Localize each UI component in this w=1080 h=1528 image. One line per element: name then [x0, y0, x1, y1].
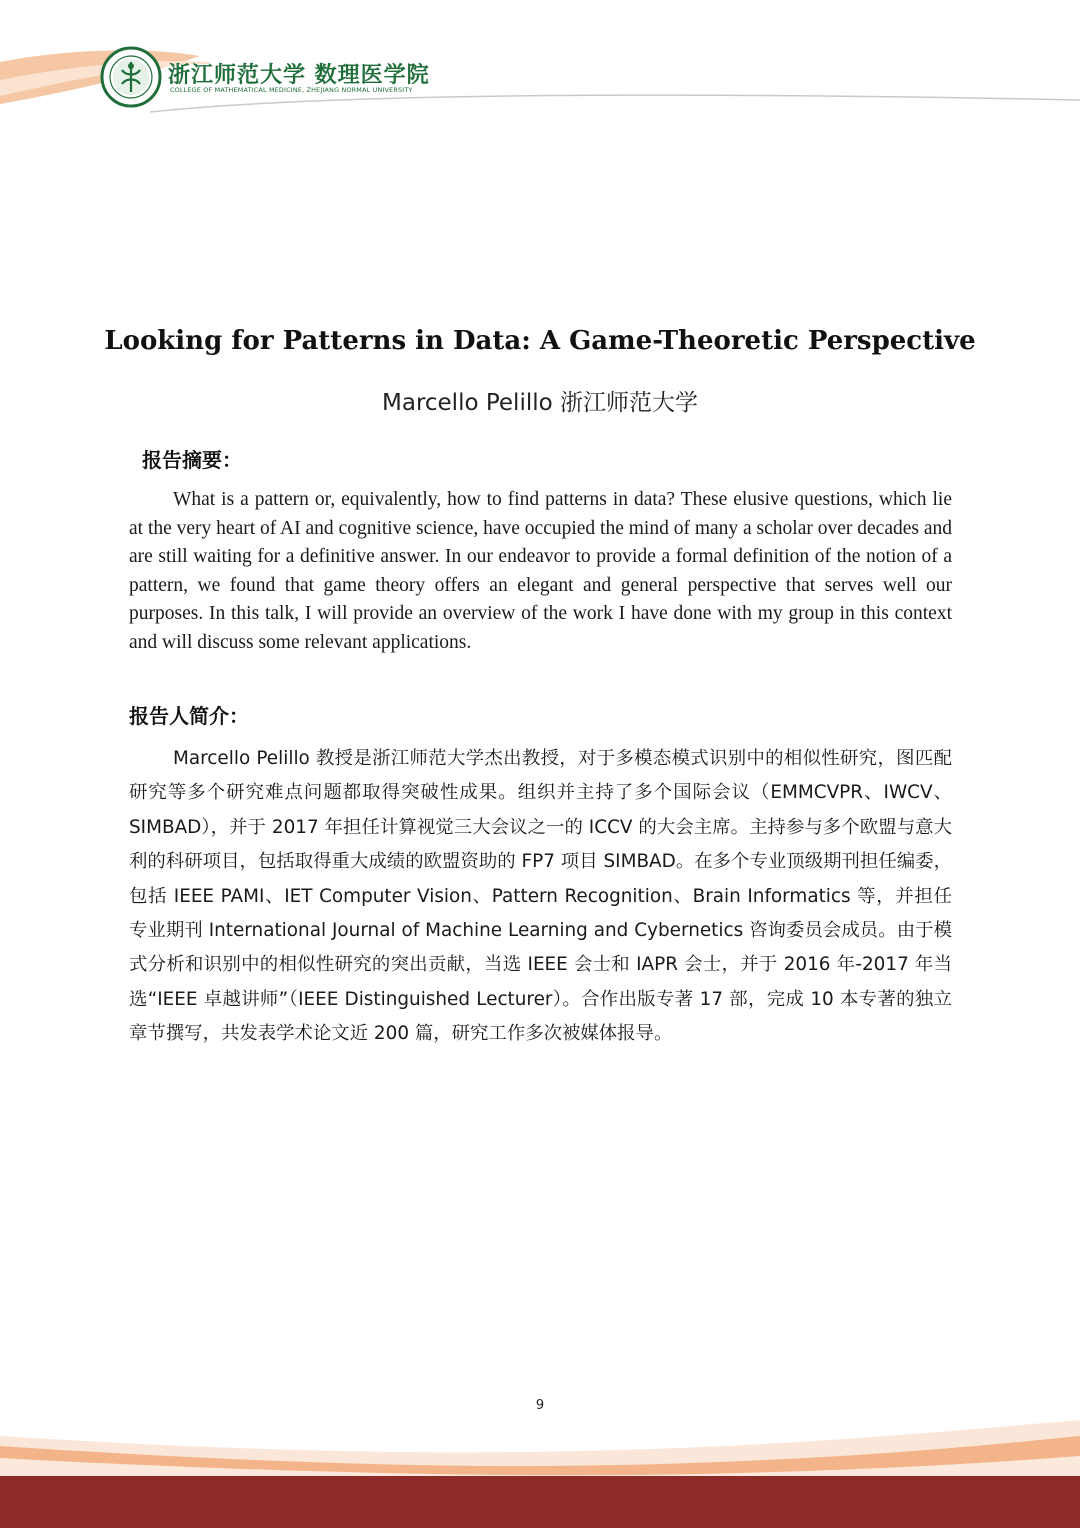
bio-heading: 报告人简介： — [129, 704, 249, 728]
page-number: 9 — [535, 1398, 545, 1413]
bio-paragraph: Marcello Pelillo 教授是浙江师范大学杰出教授，对于多模态模式识别中的相似性研究，图匹配研究等多个研究难点问题都取得突破性成果。组织并主持了多个国际会议（EMMCVPR、IWCV、SIMBAD），并于 2017 年担任计算视觉三大会议之一的 ICCV 的大会主席。主持参与多个欧盟与意大利的科研项目，包括取得重大成绩的欧盟资助的 FP7 项目 SIMBAD。在多个专业顶级期刊担任编委，包括 IEEE PAMI、IET Computer Vision、Pattern Recognition、Brain Informatics 等，并担任专业期刊 International Journal of Machine Learning and Cybernetics 咨询委员会成员。由于模式分析和识别中的相似性研究的突出贡献，当选 IEEE 会士和 IAPR 会士，并于 2016 年-2017 年当选“IEEE 卓越讲师”（IEEE Distinguished Lecturer）。合作出版专著 17 部，完成 10 本专著的独立章节撰写，共发表学术论文近 200 篇，研究工作多次被媒体报导。 — [129, 748, 952, 1045]
college-name-chinese: 浙江师范大学 数理医学院 — [168, 62, 430, 88]
talk-title: Looking for Patterns in Data: A Game-Theoretic Perspective — [104, 326, 976, 356]
footer-wave-decoration — [0, 1410, 1080, 1528]
header-rule-line — [150, 95, 1080, 112]
abstract-heading: 报告摘要： — [142, 448, 242, 472]
university-seal-icon — [100, 46, 162, 108]
footer-red-band — [0, 1476, 1080, 1528]
speaker-line: Marcello Pelillo 浙江师范大学 — [382, 390, 698, 416]
college-name-english: COLLEGE OF MATHEMATICAL MEDICINE, ZHEJIANG NORMAL UNIVERSITY — [170, 86, 413, 94]
abstract-paragraph: What is a pattern or, equivalently, how to find patterns in data? These elusive questions, which lie at the very heart of AI and cognitive science, have occupied the mind of many a scholar over decades and are still waiting for a definitive answer. In our endeavor to provide a formal definition of the notion of a pattern, we found that game theory offers an elegant and general perspective that serves well our purposes. In this talk, I will provide an overview of the work I have done with my group in this context and will discuss some relevant applications. — [129, 489, 952, 653]
header-swoosh-decoration — [0, 0, 1080, 140]
